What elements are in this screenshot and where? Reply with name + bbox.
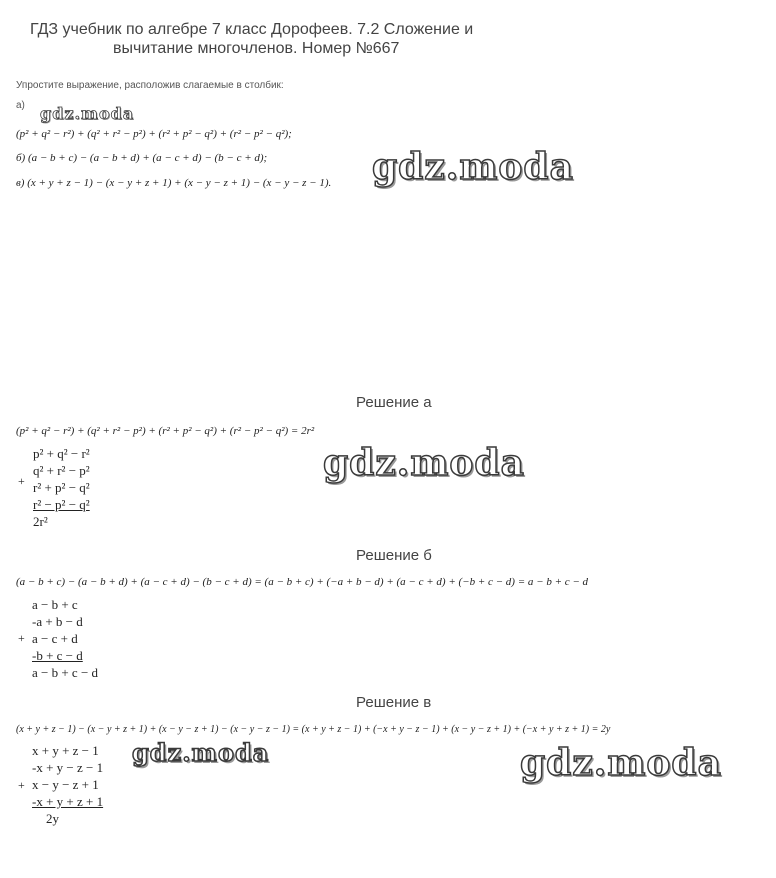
column-row: a − c + d: [32, 631, 78, 646]
task-prompt: Упростите выражение, расположив слагаемые в столбик:: [16, 80, 284, 91]
solution-c-column: [32, 742, 103, 827]
watermark-small: gdz.moda: [40, 104, 135, 123]
solution-b-column: [32, 596, 98, 681]
task-a-label: а): [16, 100, 25, 111]
column-row: q² + r² − p²: [33, 463, 90, 478]
task-a-expression: (p² + q² − r²) + (q² + r² − p²) + (r² + p² − q²) + (r² − p² − q²);: [16, 128, 292, 140]
column-row: x − y − z + 1: [32, 777, 99, 792]
task-b-expression: б) (a − b + c) − (a − b + d) + (a − c + d) − (b − c + d);: [16, 152, 268, 164]
column-result: 2y: [46, 811, 59, 826]
solution-a-equation: (p² + q² − r²) + (q² + r² − p²) + (r² + p² − q²) + (r² − p² − q²) = 2r²: [16, 425, 315, 437]
watermark-medium-bottom: gdz.moda: [132, 738, 270, 767]
column-row-last: -x + y + z + 1: [32, 794, 104, 809]
column-row: -a + b − d: [32, 614, 83, 629]
watermark-large-bottom: gdz.moda: [520, 742, 722, 784]
column-row-last: -b + c − d: [32, 648, 83, 663]
solution-c-heading: Решение в: [356, 694, 432, 711]
solution-a-heading: Решение а: [356, 394, 432, 411]
solution-c-equation: (x + y + z − 1) − (x − y + z + 1) + (x − y − z + 1) − (x − y − z − 1) = (x + y + z − 1) + (−x + y − z − 1) + (x − y − z + 1) + (−x + y + z + 1) = 2y: [16, 724, 611, 735]
solution-c-plus-sign: +: [18, 778, 25, 792]
column-row: -x + y − z − 1: [32, 760, 104, 775]
solution-b-plus-sign: +: [18, 631, 25, 645]
watermark-large-middle: gdz.moda: [323, 442, 525, 484]
page-title-line-1: ГДЗ учебник по алгебре 7 класс Дорофеев. 7.2 Сложение и: [30, 21, 474, 38]
watermark-large-top: gdz.moda: [372, 146, 574, 188]
column-result: a − b + c − d: [32, 665, 99, 680]
solution-a-plus-sign: +: [18, 474, 25, 488]
page-title-line-2: вычитание многочленов. Номер №667: [113, 40, 400, 57]
column-row-last: r² − p² − q²: [33, 497, 90, 512]
solution-a-column: [33, 445, 90, 530]
task-c-expression: в) (x + y + z − 1) − (x − y + z + 1) + (x − y − z + 1) − (x − y − z − 1).: [16, 177, 332, 189]
column-result: 2r²: [33, 514, 48, 529]
column-row: x + y + z − 1: [32, 743, 99, 758]
solution-b-equation: (a − b + c) − (a − b + d) + (a − c + d) − (b − c + d) = (a − b + c) + (−a + b − d) + (a − c + d) + (−b + c − d) = a − b + c − d: [16, 576, 589, 588]
column-row: a − b + c: [32, 597, 78, 612]
column-row: r² + p² − q²: [33, 480, 90, 495]
column-row: p² + q² − r²: [33, 446, 90, 461]
solution-b-heading: Решение б: [356, 547, 432, 564]
